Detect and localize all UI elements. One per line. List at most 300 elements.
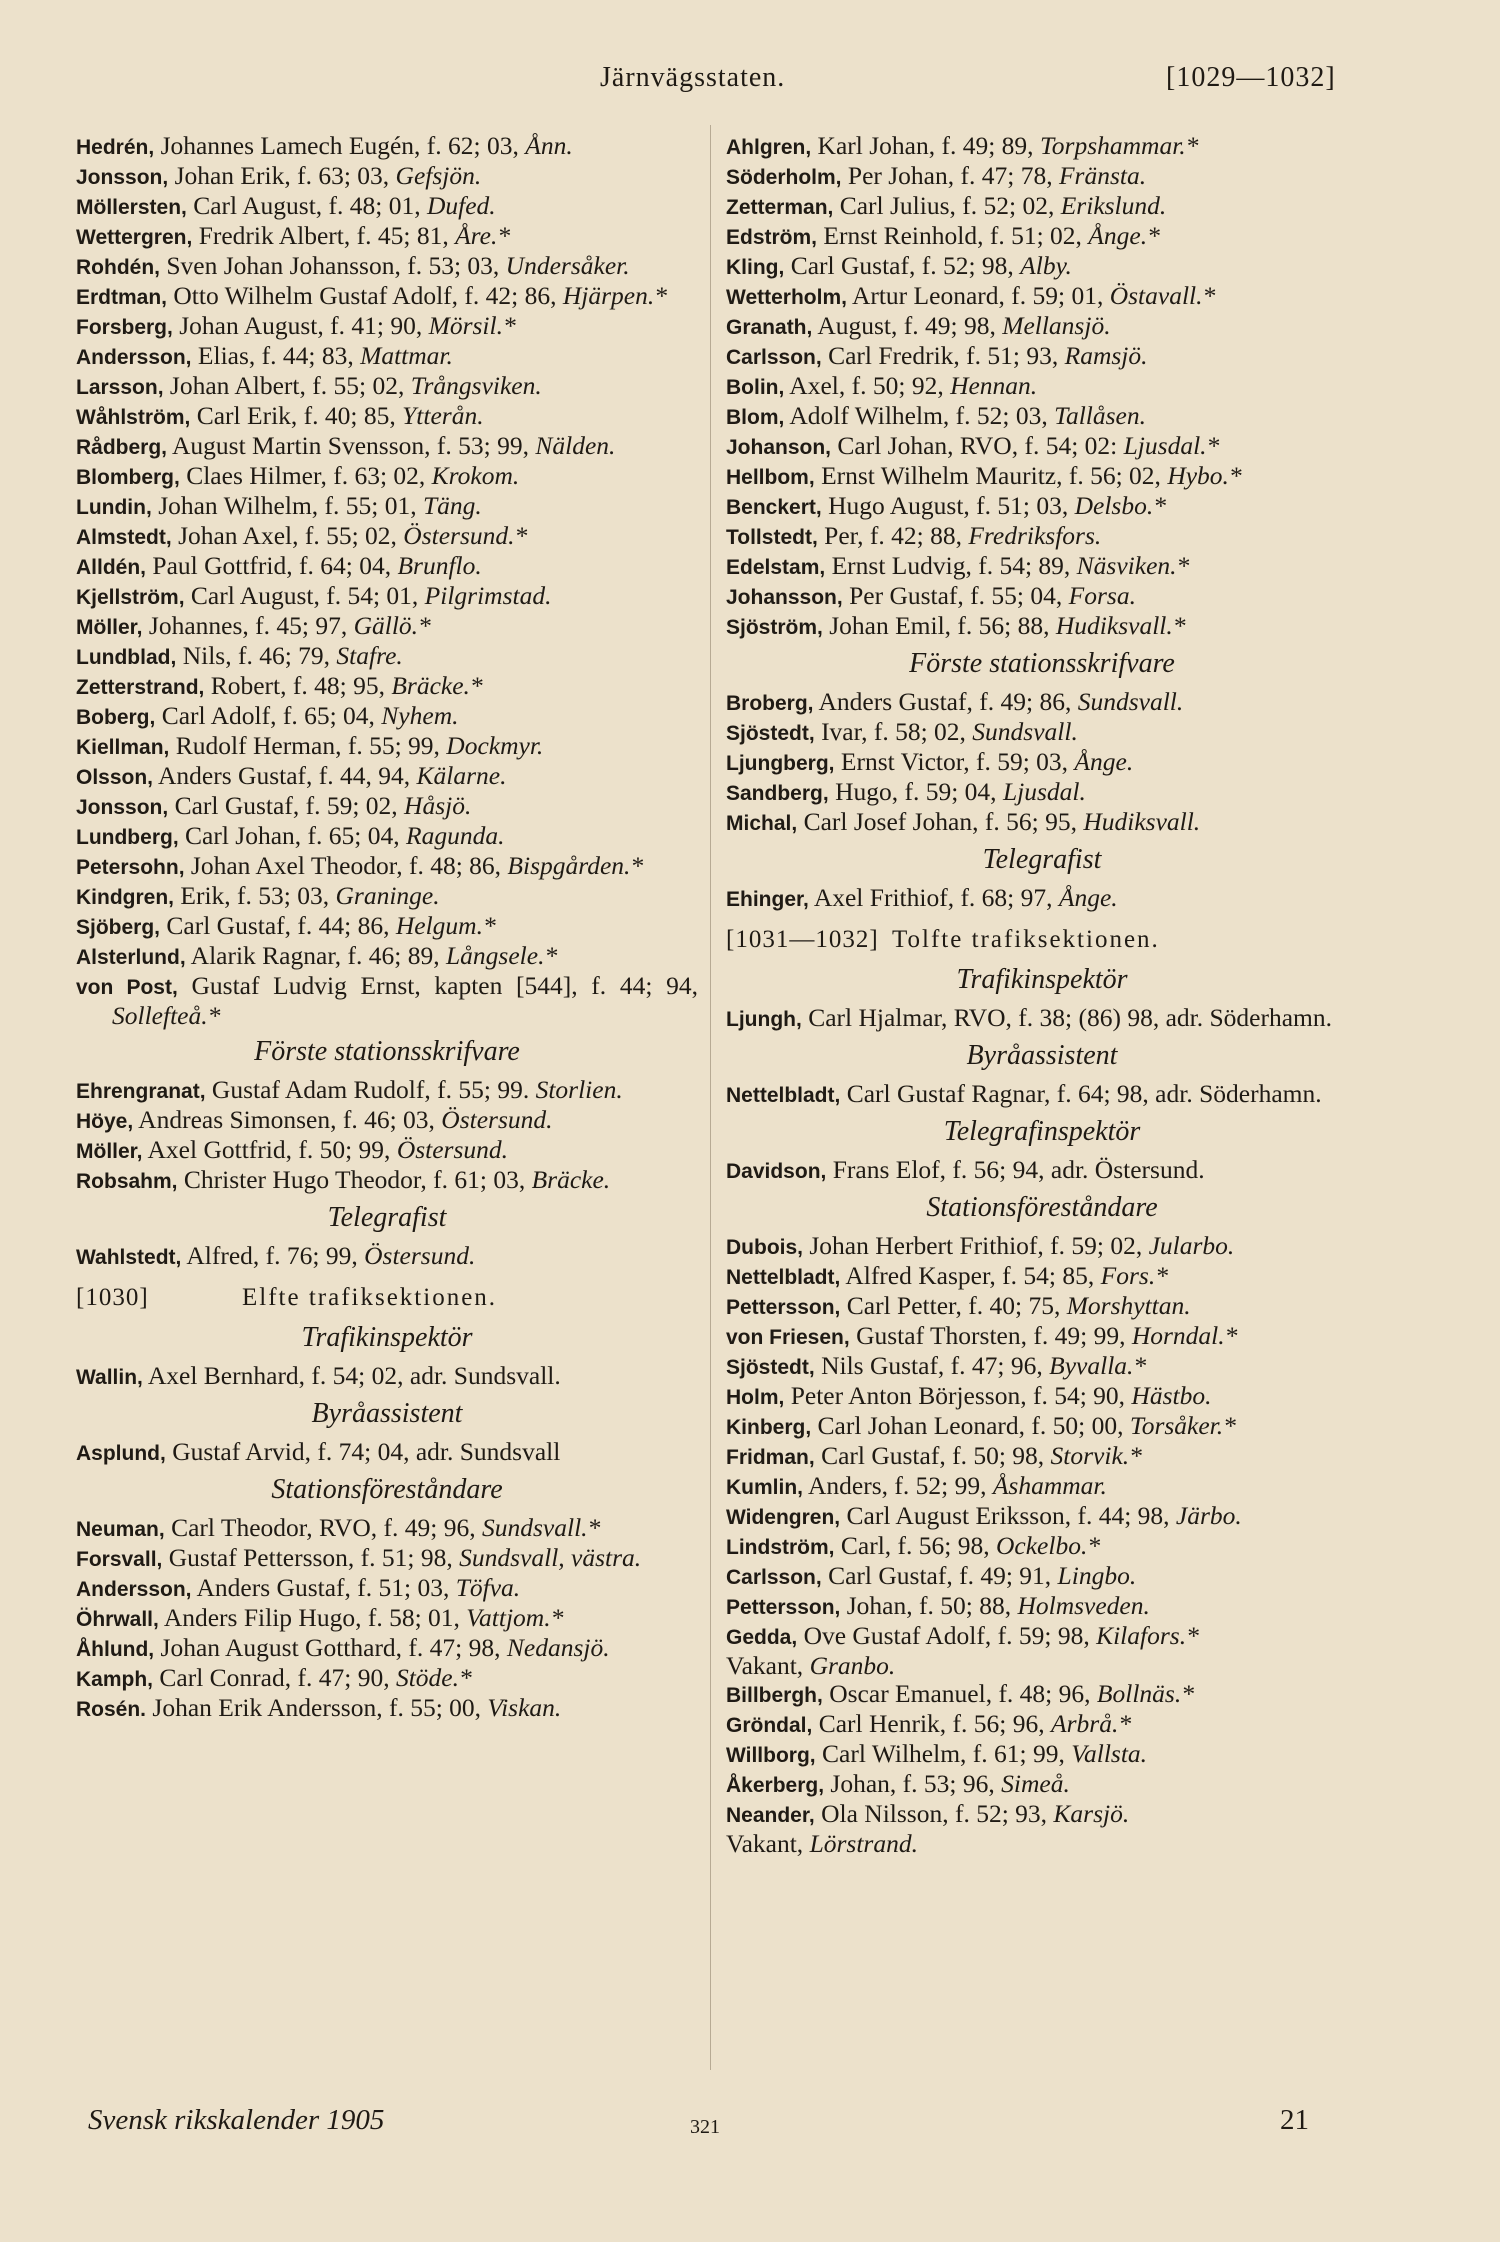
- staff-surname: Sjöstedt,: [726, 722, 815, 745]
- staff-surname: Petersohn,: [76, 856, 185, 879]
- station-name: Dockmyr.: [446, 731, 544, 760]
- station-name: Lingbo.: [1057, 1561, 1137, 1590]
- station-name: Dufed.: [426, 191, 496, 220]
- staff-entry: [76, 882, 698, 912]
- staff-entry: [76, 612, 698, 642]
- station-name: Gällö.*: [353, 611, 431, 640]
- staff-details: August, f. 49; 98,: [817, 311, 996, 340]
- staff-surname: Wallin,: [76, 1366, 143, 1389]
- station-name: Bräcke.*: [391, 671, 483, 700]
- staff-entry: [726, 1770, 1358, 1800]
- staff-details: Nils, f. 46; 79,: [182, 641, 331, 670]
- staff-entry: [76, 552, 698, 582]
- staff-surname: Gedda,: [726, 1626, 798, 1649]
- staff-details: Alfred Kasper, f. 54; 85,: [845, 1261, 1095, 1290]
- staff-details: Johan, f. 50; 88,: [846, 1591, 1012, 1620]
- staff-entry: [726, 252, 1358, 282]
- staff-surname: Jonsson,: [76, 796, 169, 819]
- staff-entry: [76, 732, 698, 762]
- staff-details: Carl Petter, f. 40; 75,: [846, 1291, 1061, 1320]
- staff-surname: Blom,: [726, 406, 785, 429]
- staff-details: Artur Leonard, f. 59; 01,: [851, 281, 1104, 310]
- staff-details: Carl, f. 56; 98,: [840, 1531, 990, 1560]
- staff-surname: Johansson,: [726, 586, 843, 609]
- staff-entry: [76, 492, 698, 522]
- staff-entry: [76, 432, 698, 462]
- staff-details: Johan August, f. 41; 90,: [179, 311, 423, 340]
- staff-surname: Ahlgren,: [726, 136, 812, 159]
- staff-entry: [726, 522, 1358, 552]
- staff-entry: [726, 1472, 1358, 1502]
- section-heading: Byråassistent: [311, 1398, 463, 1429]
- staff-details: Carl August, f. 54; 01,: [190, 581, 419, 610]
- staff-surname: Kamph,: [76, 1668, 154, 1691]
- station-name: Helgum.*: [395, 911, 496, 940]
- station-name: Ånn.: [525, 131, 573, 160]
- staff-entry: [726, 402, 1358, 432]
- staff-surname: Lundin,: [76, 496, 152, 519]
- staff-entry: [76, 1664, 698, 1694]
- staff-details: Axel, f. 50; 92,: [789, 371, 944, 400]
- staff-entry: [76, 672, 698, 702]
- station-name: Stafre.: [336, 641, 403, 670]
- staff-surname: Wetterholm,: [726, 286, 847, 309]
- staff-details: Ernst Victor, f. 59; 03,: [840, 747, 1069, 776]
- staff-details: Johan Albert, f. 55; 02,: [169, 371, 405, 400]
- staff-surname: Forsberg,: [76, 316, 173, 339]
- station-name: Ljusdal.: [1002, 777, 1086, 806]
- staff-entry: [76, 1136, 698, 1166]
- staff-details: Axel Gottfrid, f. 50; 99,: [147, 1135, 391, 1164]
- station-name: Arbrå.*: [1051, 1709, 1132, 1738]
- staff-surname: Jonsson,: [76, 166, 169, 189]
- station-name: Simeå.: [1001, 1769, 1070, 1798]
- staff-details: Gustaf Ludvig Ernst, kapten [544], f. 44; 94,: [191, 971, 698, 1000]
- staff-details: Ernst Wilhelm Mauritz, f. 56; 02,: [821, 461, 1161, 490]
- staff-details: Axel Frithiof, f. 68; 97,: [813, 883, 1053, 912]
- staff-surname: Andersson,: [76, 346, 192, 369]
- staff-entry: [726, 748, 1358, 778]
- staff-surname: Tollstedt,: [726, 526, 818, 549]
- staff-entry: [726, 222, 1358, 252]
- staff-surname: Kinberg,: [726, 1416, 812, 1439]
- station-name: Ånge.: [1058, 883, 1118, 912]
- staff-details: Anders, f. 52; 99,: [807, 1471, 987, 1500]
- staff-details: Johan Herbert Frithiof, f. 59; 02,: [809, 1231, 1143, 1260]
- station-name: Hudiksvall.*: [1055, 611, 1186, 640]
- station-name: Mattmar.: [360, 341, 453, 370]
- staff-entry: [76, 402, 698, 432]
- footer-publication: Svensk rikskalender 1905: [88, 2104, 385, 2136]
- staff-entry: [76, 792, 698, 822]
- staff-entry: [726, 1622, 1358, 1652]
- staff-surname: Åkerberg,: [726, 1774, 825, 1797]
- staff-entry: [726, 778, 1358, 808]
- staff-details: Carl Gustaf, f. 52; 98,: [790, 251, 1014, 280]
- page-range: [1029—1032]: [1166, 62, 1336, 93]
- staff-surname: Neander,: [726, 1804, 815, 1827]
- staff-surname: Carlsson,: [726, 1566, 822, 1589]
- staff-entry: [726, 1740, 1358, 1770]
- footer-sheet-number: 21: [1280, 2104, 1309, 2136]
- station-name: Ånge.: [1074, 747, 1134, 776]
- station-name: Östavall.*: [1109, 281, 1216, 310]
- staff-surname: Robsahm,: [76, 1170, 178, 1193]
- staff-entry: [726, 1004, 1358, 1034]
- staff-details: Hugo, f. 59; 04,: [835, 777, 997, 806]
- staff-entry: [76, 642, 698, 672]
- staff-surname: Höye,: [76, 1110, 134, 1133]
- staff-surname: Möller,: [76, 616, 143, 639]
- staff-surname: Wahlstedt,: [76, 1246, 182, 1269]
- station-name: Täng.: [423, 491, 482, 520]
- section-heading: Förste stationsskrifvare: [254, 1036, 520, 1067]
- traffic-section-title: [76, 1280, 698, 1316]
- section-number: [1030]: [76, 1284, 149, 1311]
- staff-details: Carl Gustaf, f. 49; 91,: [828, 1561, 1052, 1590]
- staff-details: Johan Emil, f. 56; 88,: [829, 611, 1050, 640]
- staff-surname: Rådberg,: [76, 436, 168, 459]
- station-name: Erikslund.: [1060, 191, 1167, 220]
- staff-entry: [76, 582, 698, 612]
- station-name: Mörsil.*: [428, 311, 516, 340]
- station-name: Ytterån.: [402, 401, 484, 430]
- staff-surname: Rohdén,: [76, 256, 160, 279]
- station-name: Lörstrand.: [809, 1829, 918, 1858]
- station-name: Storvik.*: [1050, 1441, 1142, 1470]
- staff-details: Gustaf Arvid, f. 74; 04, adr. Sundsvall: [172, 1437, 561, 1466]
- staff-surname: Lindström,: [726, 1536, 835, 1559]
- staff-details: Fredrik Albert, f. 45; 81,: [198, 221, 449, 250]
- staff-details: Otto Wilhelm Gustaf Adolf, f. 42; 86,: [173, 281, 557, 310]
- staff-surname: Öhrwall,: [76, 1608, 159, 1631]
- station-name: Östersund.: [364, 1241, 476, 1270]
- staff-details: Johannes Lamech Eugén, f. 62; 03,: [160, 131, 519, 160]
- staff-details: Anders Filip Hugo, f. 58; 01,: [163, 1603, 460, 1632]
- staff-details: Carl August Eriksson, f. 44; 98,: [846, 1501, 1170, 1530]
- section-heading: Telegrafinspektör: [943, 1116, 1141, 1147]
- station-name: Bispgården.*: [507, 851, 644, 880]
- staff-surname: Forsvall,: [76, 1548, 163, 1571]
- staff-details: Ola Nilsson, f. 52; 93,: [821, 1799, 1048, 1828]
- staff-details: Karl Johan, f. 49; 89,: [817, 131, 1034, 160]
- staff-entry: [76, 1362, 698, 1392]
- staff-entry: [76, 762, 698, 792]
- station-name: Undersåker.: [505, 251, 630, 280]
- staff-details: Carl Julius, f. 52; 02,: [839, 191, 1055, 220]
- station-name: Graninge.: [335, 881, 440, 910]
- staff-surname: Zetterstrand,: [76, 676, 205, 699]
- station-name: Hudiksvall.: [1083, 807, 1201, 836]
- staff-surname: Söderholm,: [726, 166, 842, 189]
- staff-entry: [726, 1442, 1358, 1472]
- staff-details: Carl Henrik, f. 56; 96,: [818, 1709, 1045, 1738]
- staff-details: Ove Gustaf Adolf, f. 59; 98,: [803, 1621, 1090, 1650]
- station-name: Sundsvall, västra.: [459, 1543, 642, 1572]
- staff-entry: [726, 1232, 1358, 1262]
- section-heading: Telegrafist: [982, 844, 1102, 875]
- staff-details: Sven Johan Johansson, f. 53; 03,: [166, 251, 500, 280]
- staff-details: Ernst Ludvig, f. 54; 89,: [831, 551, 1071, 580]
- staff-entry: [76, 222, 698, 252]
- staff-entry: [726, 1322, 1358, 1352]
- station-name: Sundsvall.: [972, 717, 1078, 746]
- staff-entry: [76, 1544, 698, 1574]
- staff-entry: [76, 852, 698, 882]
- section-heading: Byråassistent: [966, 1040, 1118, 1071]
- staff-surname: Kindgren,: [76, 886, 174, 909]
- station-name: Ånge.*: [1088, 221, 1160, 250]
- staff-details: Carl Johan, f. 65; 04,: [185, 821, 400, 850]
- staff-entry: [76, 1634, 698, 1664]
- staff-details: Elias, f. 44; 83,: [197, 341, 354, 370]
- staff-entry: [726, 342, 1358, 372]
- station-name: Långsele.*: [446, 941, 558, 970]
- staff-surname: Granath,: [726, 316, 813, 339]
- station-name: Holmsveden.: [1017, 1591, 1150, 1620]
- section-number: [1031—1032]: [726, 926, 879, 953]
- station-name: Horndal.*: [1131, 1321, 1238, 1350]
- station-name: Vallsta.: [1071, 1739, 1148, 1768]
- staff-details: Erik, f. 53; 03,: [180, 881, 330, 910]
- staff-entry: [76, 1438, 698, 1468]
- station-name: Sundsvall.: [1077, 687, 1184, 716]
- staff-entry: [76, 1574, 698, 1604]
- staff-details: Carl Adolf, f. 65; 04,: [161, 701, 375, 730]
- staff-details: Axel Bernhard, f. 54; 02, adr. Sundsvall.: [147, 1361, 561, 1390]
- staff-details: Johan, f. 53; 96,: [830, 1769, 995, 1798]
- staff-details: Johan Erik, f. 63; 03,: [174, 161, 390, 190]
- staff-surname: Gröndal,: [726, 1714, 813, 1737]
- staff-details: Peter Anton Börjesson, f. 54; 90,: [790, 1381, 1126, 1410]
- staff-details: Johan Axel Theodor, f. 48; 86,: [190, 851, 502, 880]
- staff-surname: Hellbom,: [726, 466, 815, 489]
- station-name: Torsåker.*: [1129, 1411, 1236, 1440]
- station-name: Karsjö.: [1053, 1799, 1130, 1828]
- staff-surname: Vakant,: [726, 1651, 804, 1680]
- staff-entry: [726, 1292, 1358, 1322]
- staff-details: Nils Gustaf, f. 47; 96,: [821, 1351, 1043, 1380]
- staff-entry: [726, 1156, 1358, 1186]
- staff-details: Gustaf Adam Rudolf, f. 55; 99.: [211, 1075, 530, 1104]
- section-heading: Förste stationsskrifvare: [909, 648, 1175, 679]
- staff-surname: Broberg,: [726, 692, 814, 715]
- staff-entry: [76, 1106, 698, 1136]
- staff-details: Gustaf Thorsten, f. 49; 99,: [856, 1321, 1126, 1350]
- staff-details: Anders Gustaf, f. 49; 86,: [818, 687, 1072, 716]
- staff-entry: [726, 718, 1358, 748]
- staff-surname: Wettergren,: [76, 226, 193, 249]
- station-name: Stöde.*: [395, 1663, 472, 1692]
- station-name: Håsjö.: [404, 791, 472, 820]
- staff-surname: Nettelbladt,: [726, 1266, 841, 1289]
- staff-surname: Fridman,: [726, 1446, 815, 1469]
- station-name: Byvalla.*: [1049, 1351, 1147, 1380]
- staff-surname: Lundberg,: [76, 826, 179, 849]
- section-name: Tolfte trafiksektionen.: [892, 926, 1160, 953]
- staff-surname: Ehinger,: [726, 888, 809, 911]
- staff-details: August Martin Svensson, f. 53; 99,: [171, 431, 529, 460]
- staff-entry: [726, 1592, 1358, 1622]
- station-name: Kälarne.: [416, 761, 507, 790]
- staff-details: Alarik Ragnar, f. 46; 89,: [190, 941, 440, 970]
- staff-entry: [76, 342, 698, 372]
- staff-details: Carl Gustaf Ragnar, f. 64; 98, adr. Söderhamn.: [846, 1079, 1322, 1108]
- staff-surname: Larsson,: [76, 376, 164, 399]
- staff-entry: [76, 1166, 698, 1196]
- station-name: Torpshammar.*: [1039, 131, 1199, 160]
- station-name: Mellansjö.: [1002, 311, 1111, 340]
- staff-entry: [726, 1532, 1358, 1562]
- station-name: Östersund.: [441, 1105, 553, 1134]
- staff-surname: Vakant,: [726, 1829, 804, 1858]
- station-name: Ljusdal.*: [1123, 431, 1220, 460]
- staff-details: Carl Gustaf, f. 50; 98,: [821, 1441, 1045, 1470]
- staff-entry: [76, 252, 698, 282]
- staff-surname: Hedrén,: [76, 136, 155, 159]
- staff-surname: Edelstam,: [726, 556, 826, 579]
- station-name: Sundsvall.*: [482, 1513, 601, 1542]
- staff-details: Carl Fredrik, f. 51; 93,: [828, 341, 1059, 370]
- staff-entry: [726, 1080, 1358, 1110]
- station-name: Viskan.: [487, 1693, 562, 1722]
- section-heading: Stationsföreståndare: [926, 1192, 1158, 1223]
- staff-surname: Ehrengranat,: [76, 1080, 206, 1103]
- staff-details: Adolf Wilhelm, f. 52; 03,: [789, 401, 1048, 430]
- station-name: Fredriksfors.: [968, 521, 1102, 550]
- staff-surname: Alldén,: [76, 556, 147, 579]
- station-name: Tallåsen.: [1054, 401, 1147, 430]
- station-name: Åshammar.: [992, 1471, 1107, 1500]
- staff-details: Per Gustaf, f. 55; 04,: [849, 581, 1063, 610]
- staff-details: Johan Erik Andersson, f. 55; 00,: [152, 1693, 482, 1722]
- staff-entry: [726, 612, 1358, 642]
- right-column: [726, 132, 1358, 1858]
- station-name: Hennan.: [950, 371, 1038, 400]
- staff-details: Oscar Emanuel, f. 48; 96,: [829, 1679, 1091, 1708]
- station-name: Pilgrimstad.: [424, 581, 552, 610]
- station-name: Nyhem.: [381, 701, 459, 730]
- staff-entry: [76, 132, 698, 162]
- staff-entry: [726, 1352, 1358, 1382]
- staff-surname: Möllersten,: [76, 196, 187, 219]
- staff-surname: Johanson,: [726, 436, 832, 459]
- staff-details: Per Johan, f. 47; 78,: [847, 161, 1053, 190]
- station-name: Delsbo.*: [1074, 491, 1166, 520]
- staff-entry: [76, 1242, 698, 1272]
- footer-page-number: 321: [690, 2116, 720, 2138]
- staff-details: Carl Josef Johan, f. 56; 95,: [803, 807, 1077, 836]
- staff-entry: [76, 1076, 698, 1106]
- station-name: Ockelbo.*: [995, 1531, 1101, 1560]
- station-name: Töfva.: [455, 1573, 521, 1602]
- staff-entry: [76, 822, 698, 852]
- staff-surname: Dubois,: [726, 1236, 803, 1259]
- staff-surname: Alsterlund,: [76, 946, 186, 969]
- staff-entry: [76, 282, 698, 312]
- staff-entry: [726, 1830, 1358, 1858]
- staff-entry: [726, 192, 1358, 222]
- staff-entry: [726, 1502, 1358, 1532]
- station-name: Trångsviken.: [410, 371, 542, 400]
- staff-entry: [726, 1652, 1358, 1680]
- staff-details: Alfred, f. 76; 99,: [186, 1241, 358, 1270]
- page-title: Järnvägsstaten.: [600, 62, 786, 93]
- station-name: Näsviken.*: [1076, 551, 1190, 580]
- staff-surname: Blomberg,: [76, 466, 180, 489]
- staff-entry: [726, 462, 1358, 492]
- staff-details: Carl Gustaf, f. 59; 02,: [174, 791, 398, 820]
- staff-entry: [76, 912, 698, 942]
- staff-entry: [726, 1562, 1358, 1592]
- station-name: Gefsjön.: [395, 161, 482, 190]
- staff-surname: Widengren,: [726, 1506, 841, 1529]
- staff-entry: [726, 432, 1358, 462]
- staff-details: Carl August, f. 48; 01,: [193, 191, 421, 220]
- staff-entry: [76, 702, 698, 732]
- staff-surname: Möller,: [76, 1140, 143, 1163]
- staff-surname: Boberg,: [76, 706, 156, 729]
- section-heading: Trafikinspektör: [301, 1322, 473, 1353]
- staff-surname: Kling,: [726, 256, 785, 279]
- staff-entry: [76, 522, 698, 552]
- staff-details: Robert, f. 48; 95,: [210, 671, 385, 700]
- staff-surname: Pettersson,: [726, 1596, 841, 1619]
- station-name: Nälden.: [535, 431, 616, 460]
- staff-surname: Asplund,: [76, 1442, 166, 1465]
- staff-surname: Andersson,: [76, 1578, 192, 1601]
- staff-surname: Edström,: [726, 226, 818, 249]
- section-heading: Stationsföreståndare: [271, 1474, 503, 1505]
- staff-entry: [76, 972, 698, 1030]
- staff-entry: [76, 1514, 698, 1544]
- staff-details: Carl Gustaf, f. 44; 86,: [166, 911, 390, 940]
- station-name: Krokom.: [431, 461, 520, 490]
- staff-details: Claes Hilmer, f. 63; 02,: [186, 461, 426, 490]
- staff-details: Andreas Simonsen, f. 46; 03,: [138, 1105, 435, 1134]
- station-name: Jularbo.: [1148, 1231, 1235, 1260]
- staff-surname: von Friesen,: [726, 1326, 850, 1349]
- staff-details: Anders Gustaf, f. 51; 03,: [196, 1573, 450, 1602]
- staff-entry: [726, 1412, 1358, 1442]
- staff-surname: Billbergh,: [726, 1684, 823, 1707]
- staff-surname: Carlsson,: [726, 346, 822, 369]
- staff-surname: Sandberg,: [726, 782, 829, 805]
- station-name: Bollnäs.*: [1096, 1679, 1194, 1708]
- station-name: Fors.*: [1100, 1261, 1168, 1290]
- station-name: Bräcke.: [531, 1165, 611, 1194]
- staff-entry: [76, 162, 698, 192]
- staff-surname: Åhlund,: [76, 1638, 155, 1661]
- staff-entry: [726, 1382, 1358, 1412]
- station-name: Östersund.: [396, 1135, 509, 1164]
- staff-details: Carl Hjalmar, RVO, f. 38; (86) 98, adr. Söderhamn.: [808, 1003, 1333, 1032]
- staff-details: Ivar, f. 58; 02,: [821, 717, 966, 746]
- staff-entry: [726, 492, 1358, 522]
- staff-details: Carl Johan, RVO, f. 54; 02:: [837, 431, 1118, 460]
- station-name: Fränsta.: [1058, 161, 1147, 190]
- staff-details: Carl Theodor, RVO, f. 49; 96,: [171, 1513, 476, 1542]
- station-name: Storlien.: [535, 1075, 623, 1104]
- station-name: Ragunda.: [406, 821, 505, 850]
- staff-entry: [726, 1262, 1358, 1292]
- staff-details: Per, f. 42; 88,: [824, 521, 962, 550]
- staff-surname: Bolin,: [726, 376, 785, 399]
- staff-surname: Neuman,: [76, 1518, 165, 1541]
- staff-surname: Benckert,: [726, 496, 822, 519]
- staff-entry: [726, 688, 1358, 718]
- station-name: Vattjom.*: [466, 1603, 564, 1632]
